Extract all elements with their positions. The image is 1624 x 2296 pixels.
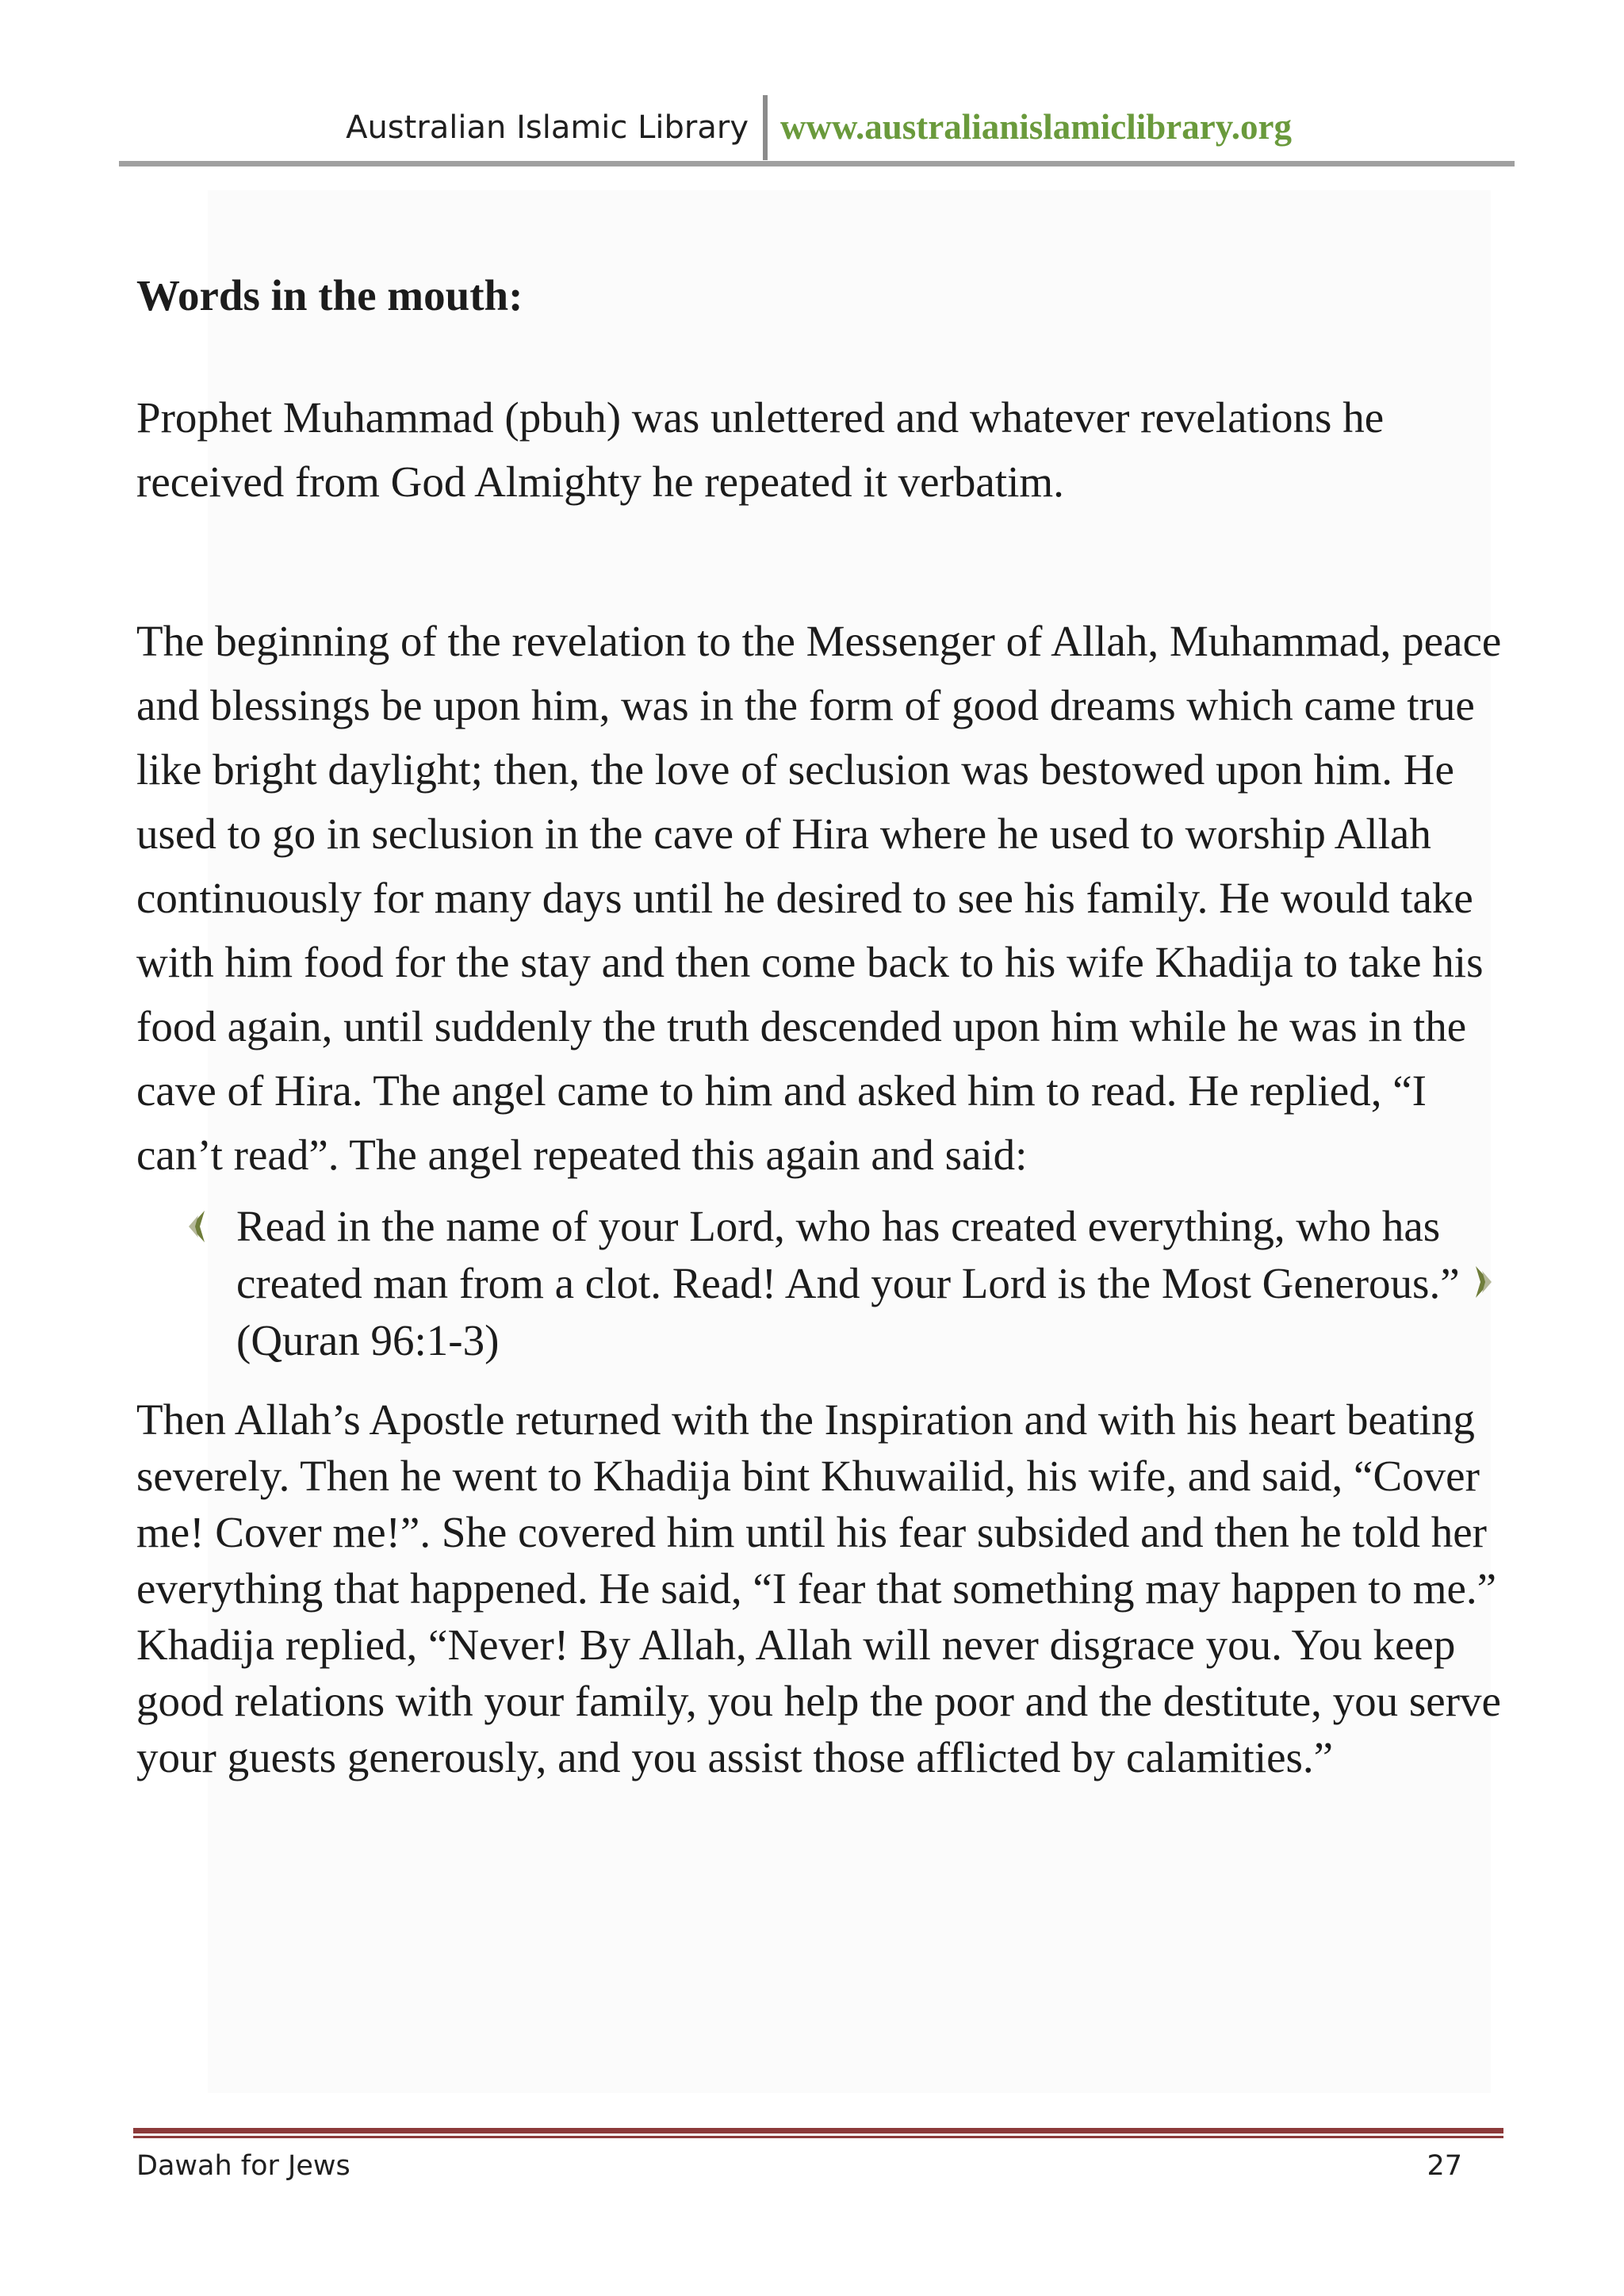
quote-reference: (Quran 96:1-3) [236,1316,500,1364]
header-website-link[interactable]: www.australianislamiclibrary.org [780,107,1292,147]
footer-rule-thin [133,2136,1503,2138]
footer-title: Dawah for Jews [136,2150,350,2182]
quran-quote [136,1198,1516,1369]
ornate-quote-open-icon [186,1207,209,1246]
footer-rule [133,2128,1503,2133]
section-heading: Words in the mouth: [136,271,523,320]
quote-text: Read in the name of your Lord, who has created everything, who has created man from a clot. Read! And your Lord is the Most Generous.” [236,1202,1460,1307]
header-publisher: Australian Islamic Library [346,109,749,146]
page-number: 27 [1427,2150,1462,2182]
header-rule [119,161,1515,166]
paragraph-khadija: Then Allah’s Apostle returned with the Inspiration and with his heart beating severely. Then he went to Khadija bint Khuwailid, his wife, and said, “Cover me! Cover me!”. She covered him until his fear subsided and then he told her everything that happened. He said, “I fear that something may happen to me.” Khadija replied, “Never! By Allah, Allah will never disgrace you. You keep good relations with your family, you help the poor and the destitute, you serve your guests generously, and you assist those afflicted by calamities.” [136,1395,1501,1781]
paragraph-intro: Prophet Muhammad (pbuh) was unlettered and whatever revelations he received from God Almighty he repeated it verbatim. [136,393,1385,506]
header-divider [763,95,768,160]
ornate-quote-close-icon [1471,1263,1495,1301]
main-content [136,270,1516,1785]
page-header [119,95,1515,166]
paragraph-revelation: The beginning of the revelation to the Messenger of Allah, Muhammad, peace and blessings be upon him, was in the form of good dreams which came true like bright daylight; then, the love of seclusion was bestowed upon him. He used to go in seclusion in the cave of Hira where he used to worship Allah continuously for many days until he desired to see his family. He would take with him food for the stay and then come back to his wife Khadija to take his food again, until suddenly the truth descended upon him while he was in the cave of Hira. The angel came to him and asked him to read. He replied, “I can’t read”. The angel repeated this again and said: [136,617,1502,1179]
